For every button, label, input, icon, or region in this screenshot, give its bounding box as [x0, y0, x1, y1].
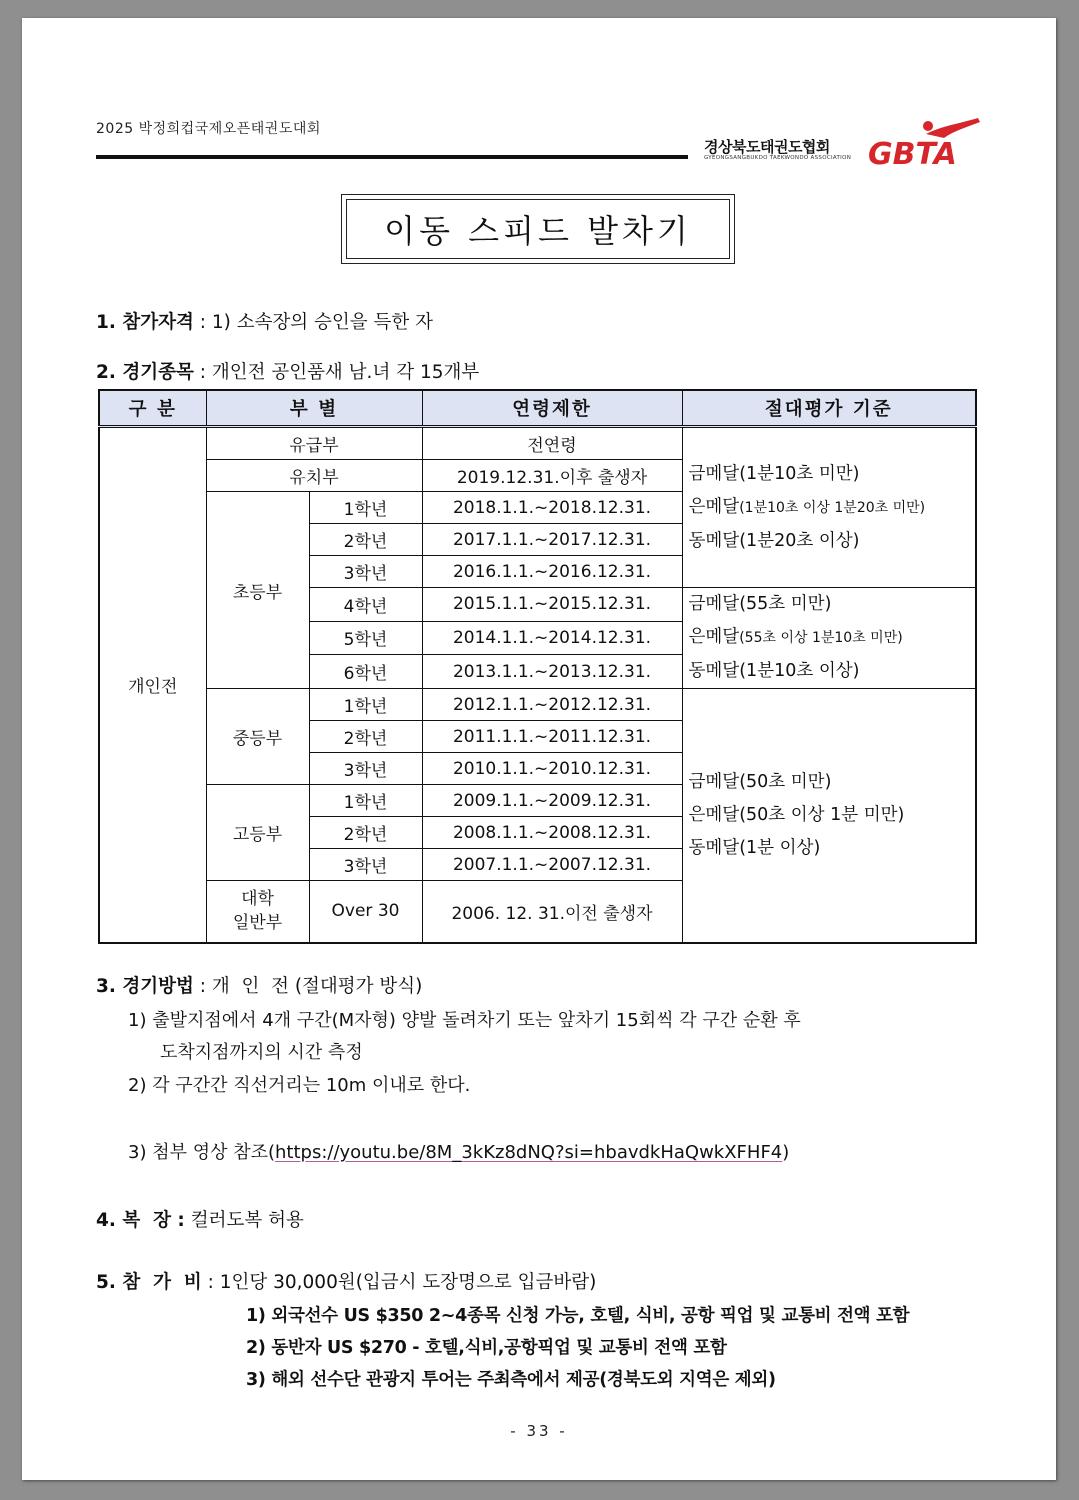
- method-item-2: 2) 각 구간간 직선거리는 10m 이내로 한다.: [128, 1075, 471, 1096]
- section-events: [96, 358, 479, 384]
- gbta-logo-icon: [866, 116, 986, 168]
- grade-cell: 1학년: [309, 492, 422, 524]
- grade-cell: 5학년: [309, 621, 422, 655]
- age-cell: 2018.1.1.~2018.12.31.: [422, 492, 682, 524]
- header-criteria: 절대평가 기준: [682, 390, 976, 427]
- fee-item-1: 1) 외국선수 US $350 2~4종목 신청 가능, 호텔, 식비, 공항 픽업 및 교통비 전액 포함: [246, 1306, 910, 1326]
- section-label: 1. 참가자격: [96, 312, 194, 333]
- header-rule: [96, 155, 688, 159]
- title-box: [341, 194, 735, 264]
- age-cell: 2006. 12. 31.이전 출생자: [422, 881, 682, 943]
- division-line: 일반부: [232, 913, 283, 934]
- table-row: [99, 689, 976, 721]
- method-item-1-cont: 도착지점까지의 시간 측정: [160, 1042, 363, 1063]
- criteria-gold: 금메달(55초 미만): [688, 594, 832, 614]
- association-subtext: GYEONGSANGBUKDO TAEKWONDO ASSOCIATION: [704, 155, 852, 161]
- colon: :: [201, 1272, 220, 1293]
- header-division: 부 별: [206, 390, 422, 427]
- item-suffix: ): [782, 1142, 790, 1163]
- age-cell: 2010.1.1.~2010.12.31.: [422, 753, 682, 785]
- section-label: 2. 경기종목: [96, 362, 194, 383]
- criteria-group-1: [682, 427, 976, 588]
- criteria-bronze: 동메달(1분10초 이상): [688, 661, 860, 681]
- division-cell: 고등부: [206, 785, 309, 881]
- fee-item-2: 2) 동반자 US $270 - 호텔,식비,공항픽업 및 교통비 전액 포함: [246, 1338, 727, 1358]
- grade-cell: 3학년: [309, 753, 422, 785]
- age-cell: 2014.1.1.~2014.12.31.: [422, 621, 682, 655]
- logo-mark-text: GBTA: [868, 137, 957, 168]
- table-header-row: [99, 390, 976, 427]
- age-cell: 2019.12.31.이후 출생자: [422, 460, 682, 492]
- division-line: 대학: [241, 889, 274, 910]
- age-cell: 2007.1.1.~2007.12.31.: [422, 849, 682, 881]
- grade-cell: 3학년: [309, 556, 422, 588]
- division-table: [98, 389, 977, 944]
- event-title: 2025 박정희컵국제오픈태권도대회: [96, 121, 321, 137]
- grade-cell: 3학년: [309, 849, 422, 881]
- age-cell: 2011.1.1.~2011.12.31.: [422, 721, 682, 753]
- age-cell: 전연령: [422, 427, 682, 460]
- grade-cell: 1학년: [309, 785, 422, 817]
- section-text: 1인당 30,000원(입금시 도장명으로 입금바람): [219, 1272, 597, 1293]
- fee-item-3: 3) 해외 선수단 관광지 투어는 주최측에서 제공(경북도외 지역은 제외): [246, 1370, 776, 1390]
- age-cell: 2009.1.1.~2009.12.31.: [422, 785, 682, 817]
- grade-cell: Over 30: [309, 881, 422, 943]
- video-link[interactable]: https://youtu.be/8M_3kKz8dNQ?si=hbavdkHaQwkXFHF4: [275, 1142, 783, 1163]
- document-page: [22, 18, 1056, 1480]
- grade-cell: 2학년: [309, 817, 422, 849]
- method-item-1: 1) 출발지점에서 4개 구간(M자형) 양발 돌려차기 또는 앞차기 15회씩 각 구간 순환 후: [128, 1010, 801, 1031]
- criteria-gold: 금메달(50초 미만): [688, 771, 832, 792]
- section-text: 개인전 공인품새 남.녀 각 15개부: [211, 362, 480, 383]
- age-cell: 2013.1.1.~2013.12.31.: [422, 655, 682, 689]
- criteria-silver: 은메달(50초 이상 1분 미만): [688, 804, 905, 825]
- criteria-bronze: 동메달(1분20초 이상): [688, 530, 860, 551]
- colon: :: [193, 976, 212, 997]
- association-name: 경상북도태권도협회: [704, 138, 830, 156]
- section-label: 4. 복 장 :: [96, 1210, 185, 1231]
- division-cell: 중등부: [206, 689, 309, 785]
- division-cell: [206, 881, 309, 943]
- category-cell: 개인전: [99, 427, 206, 943]
- age-cell: 2015.1.1.~2015.12.31.: [422, 588, 682, 622]
- grade-cell: 1학년: [309, 689, 422, 721]
- method-item-3: [128, 1138, 789, 1164]
- division-cell: 초등부: [206, 492, 309, 689]
- section-label: 5. 참 가 비: [96, 1272, 202, 1293]
- grade-cell: 2학년: [309, 721, 422, 753]
- age-cell: 2017.1.1.~2017.12.31.: [422, 524, 682, 556]
- age-cell: 2012.1.1.~2012.12.31.: [422, 689, 682, 721]
- colon: :: [193, 362, 212, 383]
- section-uniform: [96, 1206, 304, 1232]
- grade-cell: 4학년: [309, 588, 422, 622]
- section-eligibility: [96, 308, 433, 334]
- division-cell: 유치부: [206, 460, 422, 492]
- section-text: 1) 소속장의 승인을 득한 자: [211, 312, 434, 333]
- section-text: 개 인 전 (절대평가 방식): [211, 976, 423, 997]
- silver-label: 은메달: [688, 627, 740, 647]
- criteria-silver: [689, 621, 976, 655]
- age-cell: 2008.1.1.~2008.12.31.: [422, 817, 682, 849]
- table-row: [99, 427, 976, 460]
- criteria-silver: [689, 491, 976, 525]
- criteria-gold: 금메달(1분10초 미만): [688, 463, 860, 484]
- header-category: 구 분: [99, 390, 206, 427]
- silver-detail: (1분10초 이상 1분20초 미만): [739, 499, 926, 516]
- age-cell: 2016.1.1.~2016.12.31.: [422, 556, 682, 588]
- grade-cell: 6학년: [309, 655, 422, 689]
- page-title: 이동 스피드 발차기: [346, 199, 730, 259]
- page-number: - 33 -: [510, 1422, 568, 1440]
- header-age-limit: 연령제한: [422, 390, 682, 427]
- item-prefix: 3) 첨부 영상 참조(: [128, 1142, 275, 1163]
- division-cell: 유급부: [206, 427, 422, 460]
- criteria-group-2: [682, 588, 976, 689]
- criteria-group-3: [682, 689, 976, 943]
- section-fee: [96, 1268, 596, 1294]
- section-label: 3. 경기방법: [96, 976, 194, 997]
- colon: :: [193, 312, 212, 333]
- grade-cell: 2학년: [309, 524, 422, 556]
- criteria-bronze: 동메달(1분 이상): [688, 837, 821, 858]
- section-text: 컬러도복 허용: [190, 1210, 304, 1231]
- silver-detail: (55초 이상 1분10초 미만): [739, 630, 903, 646]
- section-method: [96, 972, 422, 998]
- silver-label: 은메달: [688, 496, 740, 517]
